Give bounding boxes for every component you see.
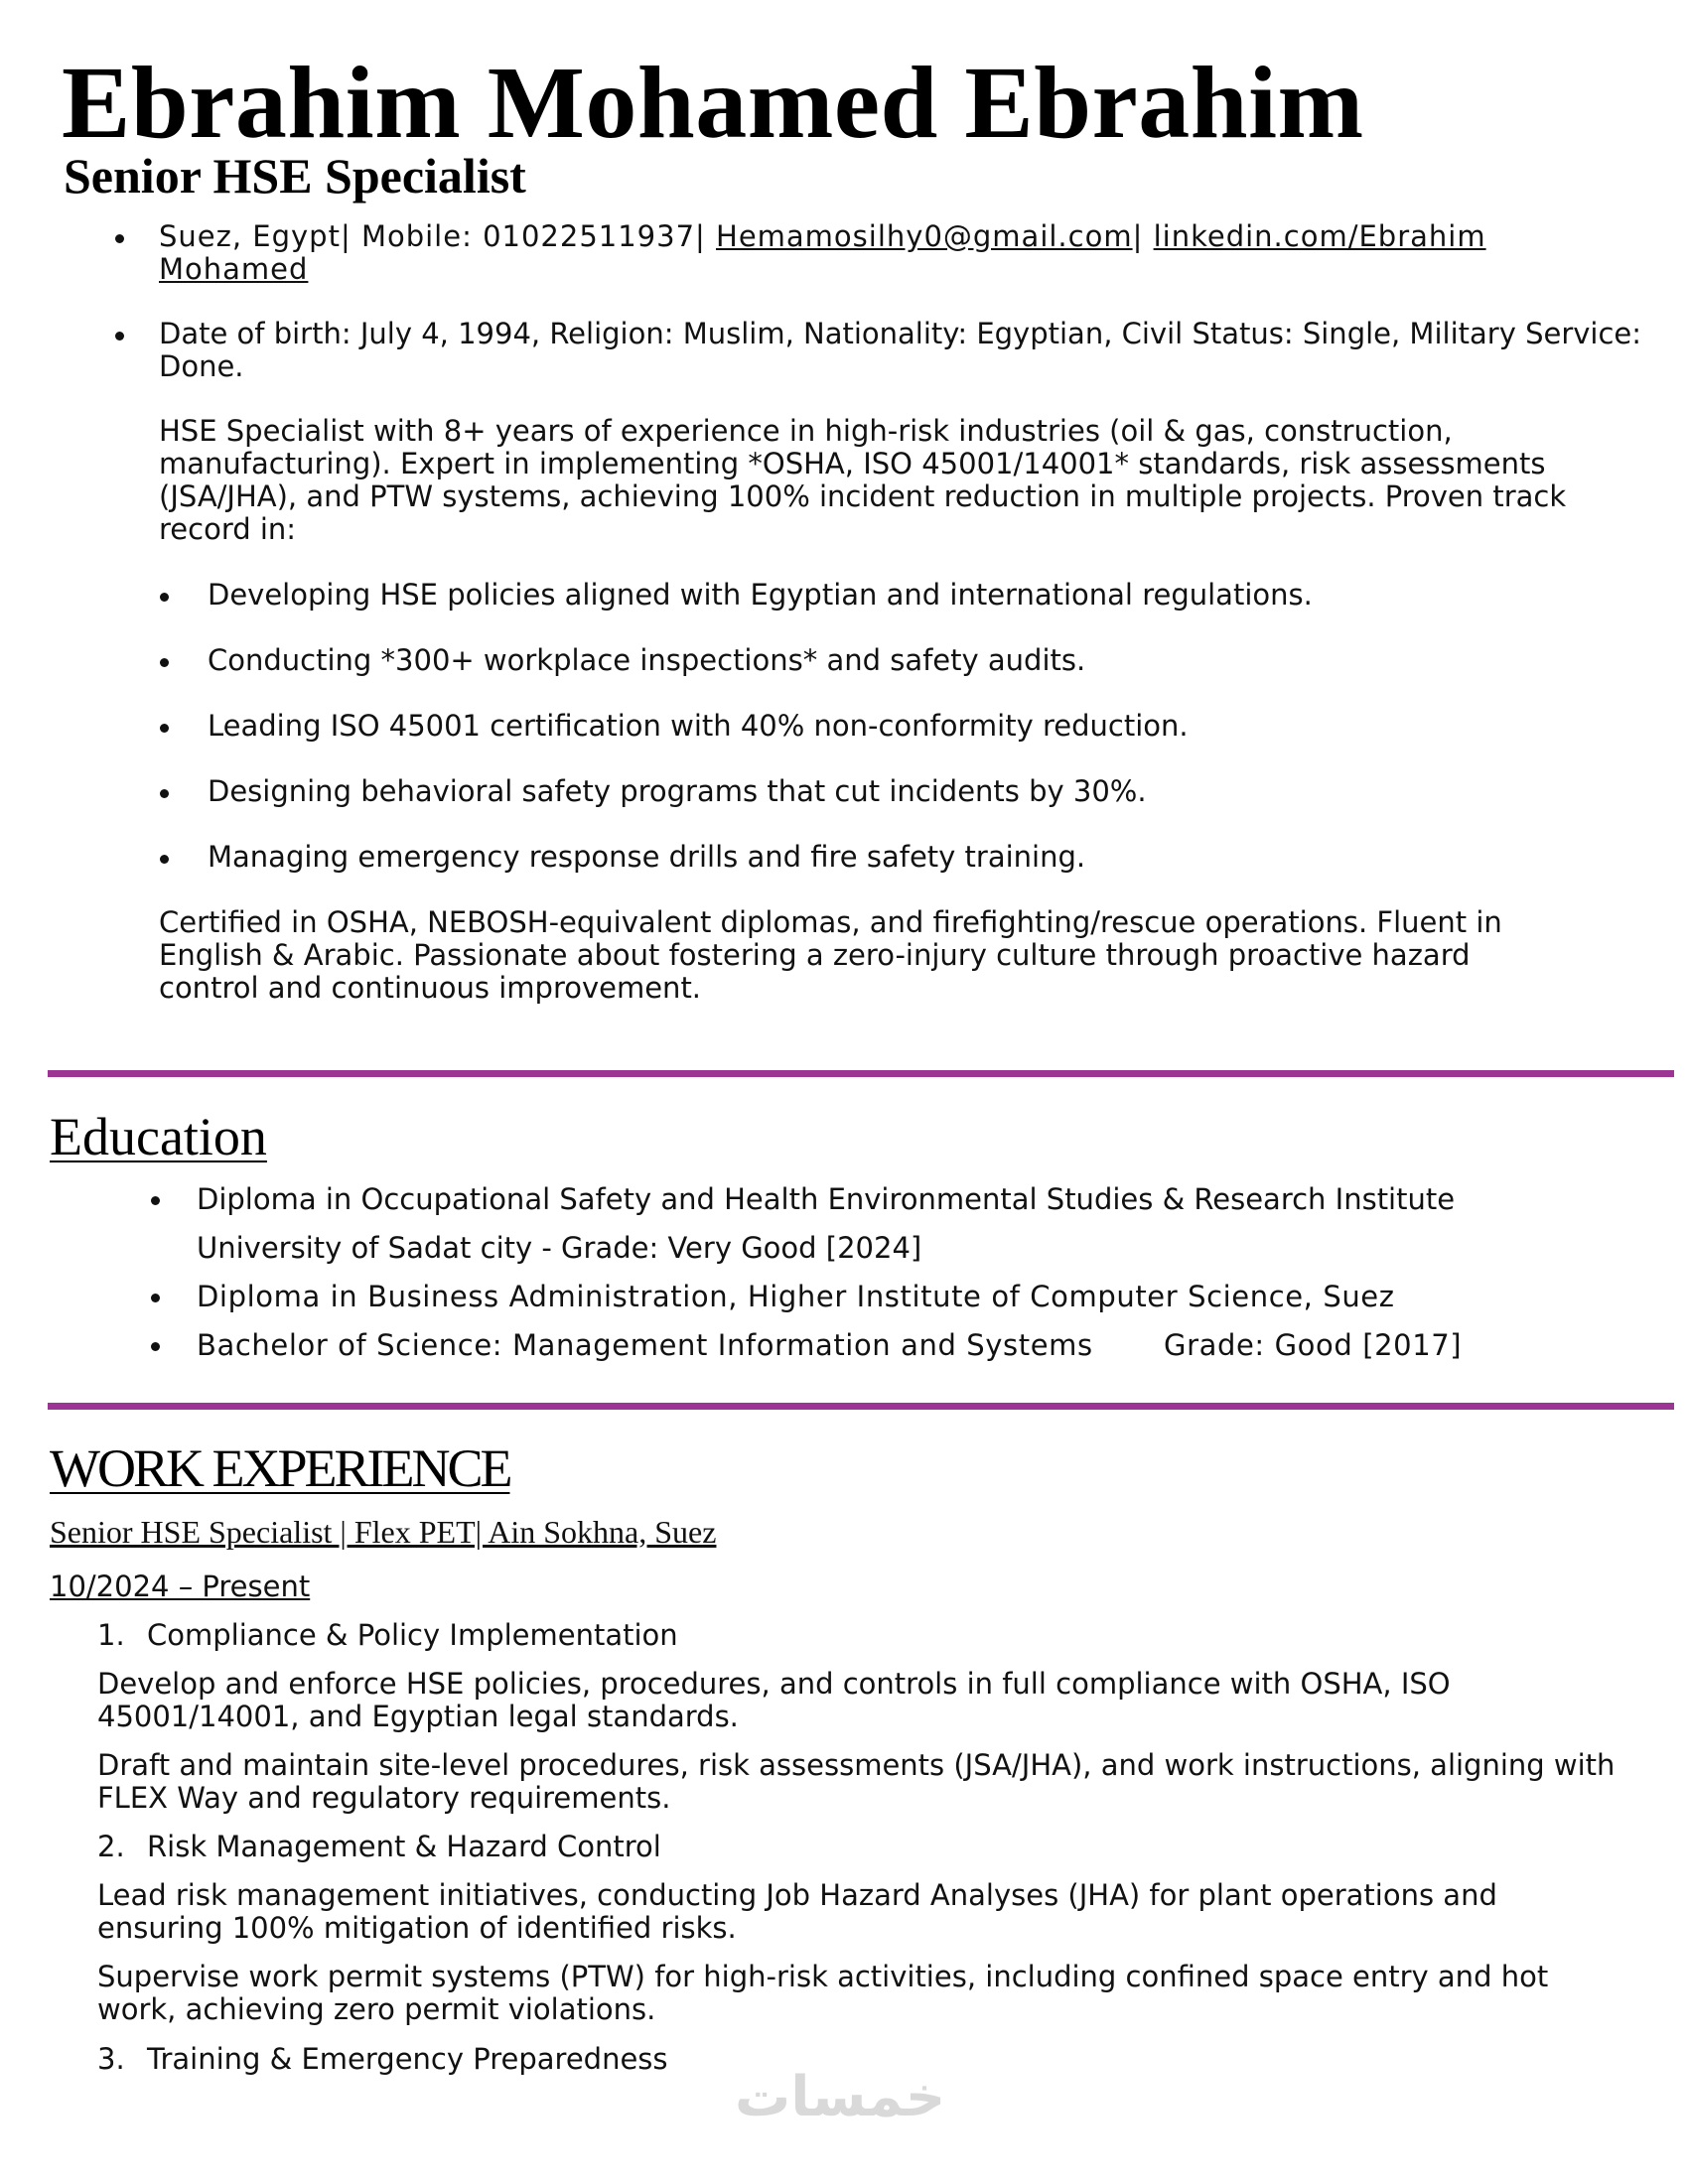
experience-heading: WORK EXPERIENCE [50, 1438, 510, 1498]
email-link[interactable]: Hemamosilhy0@gmail.com [716, 219, 1133, 253]
linkedin-link-line1: linkedin.com/Ebrahim [1153, 219, 1486, 253]
watermark-logo: خمسات [735, 2065, 946, 2129]
experience-paragraph: Supervise work permit systems (PTW) for high-risk activities, including confined space entry and hot work, achieving zero permit violations. [97, 1960, 1549, 2026]
personal-details-text: Date of birth: July 4, 1994, Religion: Muslim, Nationality: Egyptian, Civil Status: Single, Military Service: Done. [159, 317, 1642, 383]
job-title: Senior HSE Specialist | Flex PET| Ain Sokhna, Suez [50, 1514, 717, 1550]
bullet-dot [160, 724, 169, 733]
candidate-name: Ebrahim Mohamed Ebrahim [62, 46, 1364, 160]
section-number: 2. [97, 1830, 125, 1863]
summary-point [208, 841, 1598, 874]
summary-point-text: Designing behavioral safety programs that cut incidents by 30%. [208, 774, 1147, 808]
experience-section-title [97, 1618, 678, 1652]
section-divider [48, 1403, 1674, 1410]
experience-paragraph: Draft and maintain site-level procedures, risk assessments (JSA/JHA), and work instructions, aligning with FLEX Way and regulatory requirements. [97, 1748, 1616, 1815]
bullet-dot [160, 789, 169, 798]
bullet-dot [151, 1294, 160, 1302]
section-divider [48, 1070, 1674, 1077]
experience-paragraph: Develop and enforce HSE policies, procedures, and controls in full compliance with OSHA, ISO 45001/14001, and Egyptian legal standards. [97, 1667, 1451, 1733]
summary-point-text: Leading ISO 45001 certification with 40% non-conformity reduction. [208, 709, 1189, 743]
summary-point-text: Developing HSE policies aligned with Egyptian and international regulations. [208, 578, 1313, 612]
section-title-text: Training & Emergency Preparedness [147, 2042, 668, 2076]
experience-paragraph: Lead risk management initiatives, conducting Job Hazard Analyses (JHA) for plant operations and ensuring 100% mitigation of identified risks. [97, 1878, 1497, 1945]
job-dates: 10/2024 – Present [50, 1570, 311, 1603]
contact-line [159, 220, 1628, 286]
education-item [197, 1273, 1666, 1321]
summary-point [208, 579, 1598, 612]
experience-section-title [97, 2042, 668, 2076]
contact-separator: | [1132, 219, 1154, 253]
summary-point-text: Managing emergency response drills and fire safety training. [208, 840, 1086, 874]
section-title-text: Risk Management & Hazard Control [147, 1830, 661, 1863]
bullet-dot [115, 332, 124, 341]
summary-closing: Certified in OSHA, NEBOSH-equivalent diplomas, and firefighting/rescue operations. Fluent in English & Arabic. Passionate about fostering a zero-injury culture through proactive hazard control and continuous improvement. [159, 905, 1502, 1005]
summary-point [208, 710, 1598, 743]
candidate-title: Senior HSE Specialist [64, 148, 526, 204]
contact-location-phone: Suez, Egypt| Mobile: 01022511937| [159, 219, 717, 253]
section-title-text: Compliance & Policy Implementation [147, 1618, 678, 1652]
summary-point-text: Conducting *300+ workplace inspections* and safety audits. [208, 643, 1086, 677]
education-heading: Education [50, 1107, 267, 1166]
section-number: 1. [97, 1618, 125, 1652]
summary-point [208, 644, 1598, 677]
personal-details [159, 318, 1648, 383]
bullet-dot [160, 855, 169, 864]
section-number: 3. [97, 2042, 125, 2076]
education-item-title: Diploma in Occupational Safety and Health Environmental Studies & Research Institute [197, 1182, 1456, 1216]
education-item-title: Bachelor of Science: Management Information and Systems [197, 1328, 1093, 1362]
summary-intro: HSE Specialist with 8+ years of experience in high-risk industries (oil & gas, construction, manufacturing). Expert in implementing *OSHA, ISO 45001/14001* standards, risk assessments (JSA/JHA), and PTW systems, achieving 100% incident reduction in multiple projects. Proven track record in: [159, 414, 1567, 546]
bullet-dot [151, 1342, 160, 1351]
bullet-dot [151, 1196, 160, 1205]
linkedin-link-line2: Mohamed [159, 252, 309, 286]
education-item-grade: Grade: Good [2017] [1164, 1328, 1463, 1362]
experience-section-title [97, 1830, 661, 1863]
education-item [197, 1321, 1666, 1370]
education-item [197, 1175, 1666, 1273]
education-item-title: Diploma in Business Administration, Higher Institute of Computer Science, Suez [197, 1280, 1395, 1313]
bullet-dot [160, 658, 169, 667]
education-item-detail: University of Sadat city - Grade: Very Good [2024] [197, 1231, 922, 1265]
bullet-dot [160, 593, 169, 602]
summary-point [208, 775, 1598, 808]
bullet-dot [115, 234, 124, 243]
